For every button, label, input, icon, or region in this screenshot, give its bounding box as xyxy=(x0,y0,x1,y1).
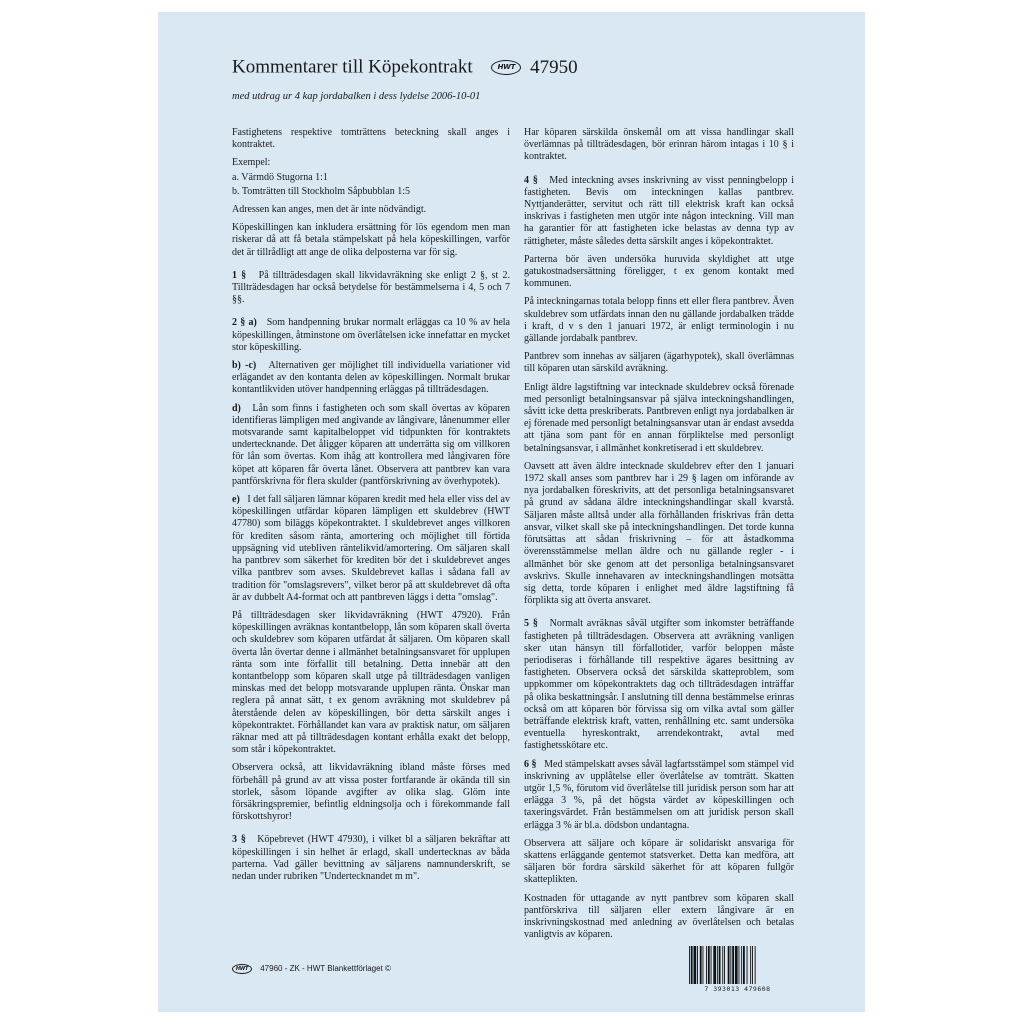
handover-paragraph: Har köparen särskilda önskemål om att vissa handlingar skall överlämnas på tillträdesdagen, bör erinran härom intagas i 10 § i kontraktet. xyxy=(524,127,794,163)
subtitle: med utdrag ur 4 kap jordabalken i dess lydelse 2006-10-01 xyxy=(232,91,481,102)
barcode-bar xyxy=(713,946,716,984)
section-5-text: Normalt avräknas såväl utgifter som inkomster beträffande fastigheten på tillträdesdagen. Observera att avräkning vanligen sker utan hänsyn till förfallotider, varför beloppen måste periodiseras i förhållande till respektive ägares besittning av fastigheten. Observera också det särskilda skatteproblem, som uppkommer om köpekontraktets dag och tillträdesdagen inträffar på olika beskattningsår. I anslutning till denna bestämmelse erinras också om att köparen bör förvissa sig om vilka avtal som gäller beträffande elektrisk kraft, vatten, renhållning etc. samt undersöka eventuella hyreskontrakt, arrendekontrakt, avtal med fastighetsskötare etc. xyxy=(524,618,795,752)
barcode-icon xyxy=(688,946,787,984)
left-column xyxy=(232,127,510,889)
barcode-bar xyxy=(689,946,690,984)
right-column xyxy=(524,127,794,947)
section-3-text: Köpebrevet (HWT 47930), i vilket bl a säljaren bekräftar att köpeskillingen i sin helhet är erlagd, skall undertecknas av båda parterna. Vad gäller bevittning av säljarens namnunderskrift, se nedan under rubriken "Undertecknandet m m". xyxy=(232,834,511,882)
barcode-bar xyxy=(724,946,725,984)
address-note: Adressen kan anges, men det är inte nödvändigt. xyxy=(232,204,427,216)
section-4-marker: 4 § xyxy=(524,174,538,186)
barcode-bar xyxy=(717,946,718,984)
section-3 xyxy=(232,834,510,883)
barcode-bar xyxy=(719,946,721,984)
barcode-bar xyxy=(697,946,698,984)
form-number: 47950 xyxy=(530,56,578,78)
section-2e-marker: e) xyxy=(232,494,240,506)
barcode-bar xyxy=(743,946,745,984)
section-2d-text: Lån som finns i fastigheten och som skall övertas av köparen identifieras lämpligen med angivande av långivare, lånenummer eller motsvarande samt kapitalbeloppet vid tidpunkten för kontraktets undertecknande. Det åligger köparen att underrätta sig om villkoren för lån som övertas. Kom ihåg att kontrollera med långivaren före köpet att köparen får överta lånet. Observera att pantbrev kan vara pantförskrivna för flera skulder (pantförskrivning av överhypotek). xyxy=(232,402,511,487)
example-a: a. Värmdö Stugorna 1:1 xyxy=(232,171,328,183)
joint-liability-paragraph: Observera att säljare och köpare är solidariskt ansvariga för skattens erläggande gentemot statsverket. Detta kan medföra, att säljaren bör fordra särskild säkerhet för att köparen fullgör skatteplikten. xyxy=(524,837,794,886)
mortgage-deeds-paragraph: På inteckningarnas totala belopp finns ett eller flera pantbrev. Även skuldebrev som utfärdats innan den nu gällande jordabalken trädde i kraft, d v s den 1 januari 1972, är enligt terminologin i nu gällande jordabalk pantbrev. xyxy=(524,296,794,345)
barcode-bar xyxy=(735,946,738,984)
section-3-marker: 3 § xyxy=(232,834,246,846)
barcode-bar xyxy=(703,946,704,984)
section-1 xyxy=(232,270,510,307)
barcode-digits: 7 393013 479608 xyxy=(704,985,771,993)
barcode-bar xyxy=(691,946,693,984)
barcode-bar xyxy=(708,946,710,984)
section-2a-marker: 2 § a) xyxy=(232,317,257,329)
section-6 xyxy=(524,759,794,832)
section-4 xyxy=(524,175,794,248)
section-2bc-marker: b) -c) xyxy=(232,360,257,372)
section-1-text: På tillträdesdagen skall likvidavräkning ske enligt 2 §, st 2. Tillträdesdagen har också betydelse för bestämmelserna i 4, 5 och 7 §§. xyxy=(232,269,511,306)
price-note: Köpeskillingen kan inkludera ersättning för lös egendom men man riskerar då att få betala stämpelskatt på hela köpeskillingen, varför det är tillrådligt att ange de olika delposterna var för sig. xyxy=(232,222,510,258)
section-2bc-text: Alternativen ger möjlighet till individuella variationer vid erlägandet av den kontanta delen av köpeskillingen. Normalt brukar kontantlikviden utöver handpenning erläggas på tillträdesdagen. xyxy=(232,360,510,396)
personal-liability-paragraph: Oavsett att även äldre intecknade skuldebrev efter den 1 januari 1972 skall anses som pantbrev har i 29 § lagen om införande av nya jordabalken föreskrivits, att det personliga betalningsansvaret på grund av sådana äldre inteckningshandlingar skall kvarstå. Säljaren måste alltså under alla förhållanden friskrivas från detta ansvar, vilket skall ske på inteckningshandlingen. Det torde kunna förutsättas att sådan friskrivning – för att åstadkomma överensstämmelse mellan äldre och nu gällande regler - i allmänhet bör ske genom att det personliga betalningsansvaret avskrivs. Skulle innehavaren av inteckningshandlingen motsätta sig detta, torde köparen i enlighet med äldre lagstiftning få förplikta sig att överta ansvaret. xyxy=(524,460,794,607)
title-text: Kommentarer till Köpekontrakt xyxy=(232,56,473,78)
section-2a xyxy=(232,317,510,354)
section-1-marker: 1 § xyxy=(232,269,247,281)
document-page xyxy=(158,12,865,1012)
barcode xyxy=(688,946,787,994)
section-4-text: Med inteckning avses inskrivning av visst penningbelopp i fastigheten. Bevis om inteckningen kallas pantbrev. Nyttjanderätter, servitut och rätt till elektrisk kraft kan också inskrivas i fastigheten men utgör inte någon inteckning. Vill man ha garantier för att fastigheten icke belastas av denna typ av rättigheter, måste således detta särskilt anges i köpekontraktet. xyxy=(524,174,795,247)
barcode-bar xyxy=(706,946,707,984)
barcode-bar xyxy=(732,946,734,984)
section-2d-marker: d) xyxy=(232,402,241,414)
section-2d xyxy=(232,403,510,488)
section-5-marker: 5 § xyxy=(524,618,538,630)
hwt-logo: HWT xyxy=(491,60,521,75)
section-6-marker: 6 § xyxy=(524,758,537,770)
barcode-bar xyxy=(755,946,756,984)
barcode-bar xyxy=(752,946,753,984)
section-2a-text: Som handpenning brukar normalt erläggas ca 10 % av hela köpeskillingen, åtminstone om överlåtelsen icke innefattar en mycket stor köpeskilling. xyxy=(232,317,510,353)
street-costs-paragraph: Parterna bör även undersöka huruvida skyldighet att utge gatukostnadsersättning föreligger, t ex genom kontakt med kommunen. xyxy=(524,253,794,290)
intro-paragraph: Fastighetens respektive tomträttens beteckning skall anges i kontraktet. xyxy=(232,127,510,151)
older-legislation-paragraph: Enligt äldre lagstiftning var intecknade skuldebrev också förenade med personligt betalningsansvar på själva inteckningshandlingen, såvitt icke detta preskriberats. Pantbreven enligt nya jordabalken är ej förenade med personligt betalningsansvar utan är endast avsedda att tjäna som pant för en annan förpliktelse med personligt betalningsansvar, i allmänhet konkretiserad i ett skuldebrev. xyxy=(524,381,794,454)
barcode-bar xyxy=(747,946,748,984)
barcode-bar xyxy=(739,946,740,984)
observe-paragraph: Observera också, att likvidavräkning ibland måste förses med förbehåll på grund av att vissa poster fortfarande är okända till sin storlek, såsom löpande avgifter av olika slag. Glöm inte försäkringspremier, befintlig eldningsolja och i förekommande fall förskottshyror! xyxy=(232,762,510,823)
footer xyxy=(232,964,391,974)
barcode-bar xyxy=(750,946,751,984)
section-6-text: Med stämpelskatt avses såväl lagfartsstämpel som stämpel vid inskrivning av upplåtelse eller överlåtelse av tomträtt. Skatten utgör 1,5 %, förutom vid överlåtelse till juridisk person som har att erlägga 3 %, på det högsta värdet av köpeskillingen och taxeringsvärdet. Från bestämmelsen om att juridisk person skall erlägga 3 % är bl.a. dödsbon undantagna. xyxy=(524,758,795,831)
section-2e-text: I det fall säljaren lämnar köparen kredit med hela eller viss del av köpeskillingen utfärdar köparen lämpligen ett skuldebrev (HWT 47780) som biläggs köpekontraktet. I skuldebrevet anges villkoren för krediten såsom ränta, amortering och möjlighet till förtida uppsägning vid utebliven räntelikvid/amortering. Om säljaren skall ha pantbrev som säkerhet för krediten bör det i skuldebrevet anges vilka pantbrev som avses. Skuldebrevet kallas i sådana fall av tradition för "omslagsrevers", vilket beror på att skuldebrevet då ofta är av dubbelt A4-format och att pantbreven läggs i detta "omslag". xyxy=(232,494,510,603)
section-2e xyxy=(232,494,510,604)
footer-text: 47960 - ZK - HWT Blankettförlaget © xyxy=(260,964,391,974)
section-2bc xyxy=(232,360,510,397)
barcode-bar xyxy=(730,946,731,984)
section-5 xyxy=(524,618,794,752)
settlement-paragraph: På tillträdesdagen sker likvidavräkning (HWT 47920). Från köpeskillingen avräknas kontantbelopp, lån som köparen skall överta och skuldebrev som köparen utfärdat åt säljaren. Om köparen skall överta lån övertar denne i allmänhet betalningsansvaret för upplupen ränta som inte förfallit till betalning. Detta innebär att den kontantbelopp som köparen skall utge på tillträdesdagen vanligen minskas med det belopp motsvarande upplupen ränta. Önskar man reglera på annat sätt, t ex genom avräkning mot skuldebrev på återstående delen av köpeskillingen, bör detta särskilt anges i köpekontraktet. Förhållandet kan vara av praktisk natur, om säljaren räknar med att på tillträdesdagen kontant erhålla exakt det belopp, som står i köpekontraktet. xyxy=(232,609,510,756)
barcode-bar xyxy=(722,946,723,984)
page-title xyxy=(232,56,578,79)
owner-mortgage-paragraph: Pantbrev som innehas av säljaren (ägarhypotek), skall överlämnas till köparen utan särskild avräkning. xyxy=(524,351,794,375)
barcode-bar xyxy=(728,946,730,984)
example-label: Exempel: xyxy=(232,157,271,169)
example-b: b. Tomträtten till Stockholm Såpbubblan 1:5 xyxy=(232,185,410,197)
barcode-bar xyxy=(700,946,702,984)
footer-hwt-logo: HWT xyxy=(232,964,252,974)
barcode-bar xyxy=(741,946,742,984)
new-mortgage-cost-paragraph: Kostnaden för uttagande av nytt pantbrev som köparen skall pantförskriva till säljaren eller extern långivare är en inskrivningskostnad med anledning av överlåtelsen och betalas vanligtvis av köparen. xyxy=(524,892,794,941)
barcode-bar xyxy=(694,946,697,984)
barcode-bar xyxy=(711,946,712,984)
